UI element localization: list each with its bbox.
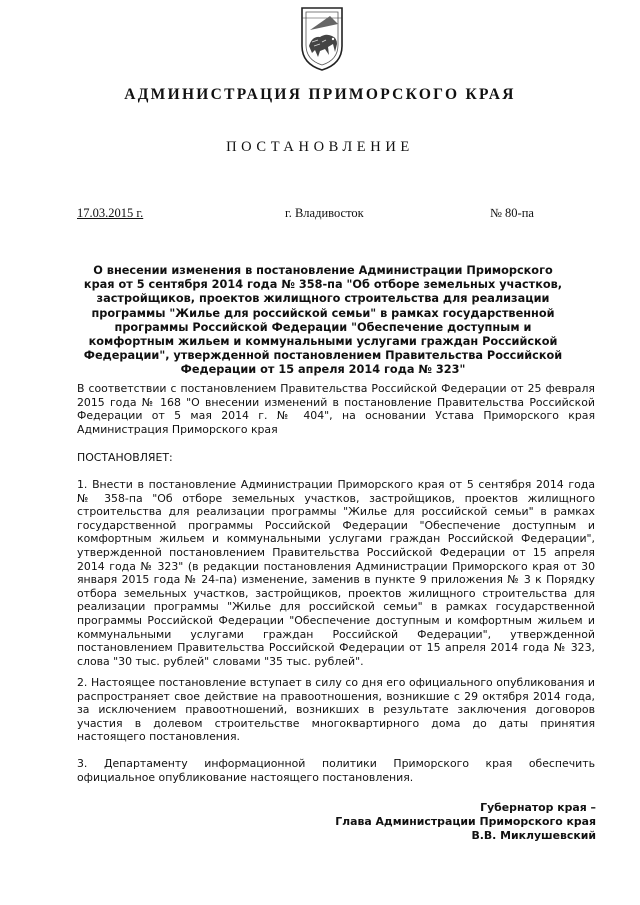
signer-position-2: Глава Администрации Приморского края [335, 815, 596, 828]
coat-of-arms-icon [298, 6, 346, 72]
document-city: г. Владивосток [285, 206, 364, 220]
organization-name: АДМИНИСТРАЦИЯ ПРИМОРСКОГО КРАЯ [124, 86, 516, 103]
paragraph-3: 3. Департаменту информационной политики Приморского края обеспечить официальное опубликование настоящего постановления. [77, 757, 595, 784]
paragraph-1: 1. Внести в постановление Администрации Приморского края от 5 сентября 2014 года № 358-па "Об отборе земельных участков, застройщиков, проектов жилищного строительства для реализации программы "Жилье для российской семьи" в рамках государственной программы Российской Федерации "Обеспечение доступным и комфортным жильем и коммунальными услугами граждан Российской Федерации", утвержденной постановлением Правительства Российской Федерации от 15 апреля 2014 года № 323" (в редакции постановления Администрации Приморского края от 30 января 2015 года № 24-па) изменение, заменив в пункте 9 приложения № 3 к Порядку отбора земельных участков, застройщиков, проектов жилищного строительства для реализации программы "Жилье для российской семьи" в рамках государственной программы Российской Федерации "Обеспечение доступным и комфортным жильем и коммунальными услугами граждан Российской Федерации", утвержденной постановлением Правительства Российской Федерации от 15 апреля 2014 года № 323, слова "30 тыс. рублей" словами "35 тыс. рублей". [77, 478, 595, 668]
document-type: ПОСТАНОВЛЕНИЕ [226, 139, 414, 155]
signature-block [335, 801, 596, 843]
document-number: № 80-па [490, 206, 534, 220]
intro-paragraph: В соответствии с постановлением Правительства Российской Федерации от 25 февраля 2015 года № 168 "О внесении изменений в постановление Правительства Российской Федерации от 5 мая 2014 г. № 404", на основании Устава Приморского края Администрация Приморского края [77, 382, 595, 436]
document-title: О внесении изменения в постановление Администрации Приморского края от 5 сентября 2014 года № 358-па "Об отборе земельных участков, застройщиков, проектов жилищного строительства для реализации программы "Жилье для российской семьи" в рамках государственной программы Российской Федерации "Обеспечение доступным и комфортным жильем и коммунальными услугами граждан Российской Федерации", утвержденной постановлением Правительства Российской Федерации от 15 апреля 2014 года № 323" [83, 264, 563, 377]
decree-word: ПОСТАНОВЛЯЕТ: [77, 451, 173, 464]
signer-name: В.В. Миклушевский [471, 829, 596, 842]
signer-position-1: Губернатор края – [480, 801, 596, 814]
paragraph-2: 2. Настоящее постановление вступает в силу со дня его официального опубликования и распространяет свое действие на правоотношения, возникшие с 29 октября 2014 года, за исключением правоотношений, возникших в результате заключения договоров участия в долевом строительстве многоквартирного дома до даты принятия настоящего постановления. [77, 676, 595, 744]
document-date: 17.03.2015 г. [77, 206, 144, 220]
